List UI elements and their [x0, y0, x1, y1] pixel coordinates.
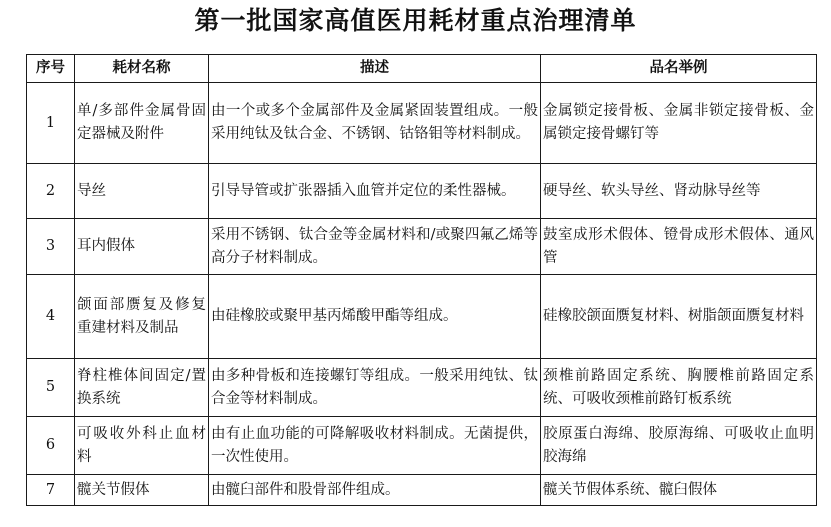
row-name: 导丝	[75, 164, 209, 219]
row-name: 脊柱椎体间固定/置换系统	[75, 359, 209, 417]
row-name: 可吸收外科止血材料	[75, 417, 209, 475]
table-row	[27, 475, 817, 506]
row-desc: 由硅橡胶或聚甲基丙烯酸甲酯等组成。	[209, 275, 541, 359]
row-no: 4	[27, 275, 75, 359]
row-name: 颌面部赝复及修复重建材料及制品	[75, 275, 209, 359]
table-row	[27, 417, 817, 475]
row-desc: 由髋臼部件和股骨部件组成。	[209, 475, 541, 506]
row-desc: 由有止血功能的可降解吸收材料制成。无菌提供，一次性使用。	[209, 417, 541, 475]
row-examples: 金属锁定接骨板、金属非锁定接骨板、金属锁定接骨螺钉等	[541, 83, 817, 164]
row-examples: 鼓室成形术假体、镫骨成形术假体、通风管	[541, 219, 817, 275]
table-header-row	[27, 55, 817, 83]
header-name: 耗材名称	[75, 55, 209, 83]
table-row	[27, 83, 817, 164]
header-examples: 品名举例	[541, 55, 817, 83]
header-no: 序号	[27, 55, 75, 83]
row-no: 6	[27, 417, 75, 475]
row-no: 5	[27, 359, 75, 417]
page-title: 第一批国家高值医用耗材重点治理清单	[194, 6, 637, 35]
row-no: 3	[27, 219, 75, 275]
table-row	[27, 275, 817, 359]
row-examples: 胶原蛋白海绵、胶原海绵、可吸收止血明胶海绵	[541, 417, 817, 475]
header-desc: 描述	[209, 55, 541, 83]
row-name: 单/多部件金属骨固定器械及附件	[75, 83, 209, 164]
row-examples: 硅橡胶颌面赝复材料、树脂颌面赝复材料	[541, 275, 817, 359]
row-desc: 采用不锈钢、钛合金等金属材料和/或聚四氟乙烯等高分子材料制成。	[209, 219, 541, 275]
row-desc: 由一个或多个金属部件及金属紧固装置组成。一般采用纯钛及钛合金、不锈钢、钴铬钼等材料制成。	[209, 83, 541, 164]
row-name: 髋关节假体	[75, 475, 209, 506]
row-name: 耳内假体	[75, 219, 209, 275]
row-desc: 由多种骨板和连接螺钉等组成。一般采用纯钛、钛合金等材料制成。	[209, 359, 541, 417]
row-no: 2	[27, 164, 75, 219]
row-examples: 颈椎前路固定系统、胸腰椎前路固定系统、可吸收颈椎前路钉板系统	[541, 359, 817, 417]
row-examples: 硬导丝、软头导丝、肾动脉导丝等	[541, 164, 817, 219]
row-no: 1	[27, 83, 75, 164]
row-no: 7	[27, 475, 75, 506]
table-row	[27, 219, 817, 275]
row-examples: 髋关节假体系统、髋臼假体	[541, 475, 817, 506]
row-desc: 引导导管或扩张器插入血管并定位的柔性器械。	[209, 164, 541, 219]
table-row	[27, 359, 817, 417]
governance-list-table	[26, 54, 817, 506]
table-row	[27, 164, 817, 219]
